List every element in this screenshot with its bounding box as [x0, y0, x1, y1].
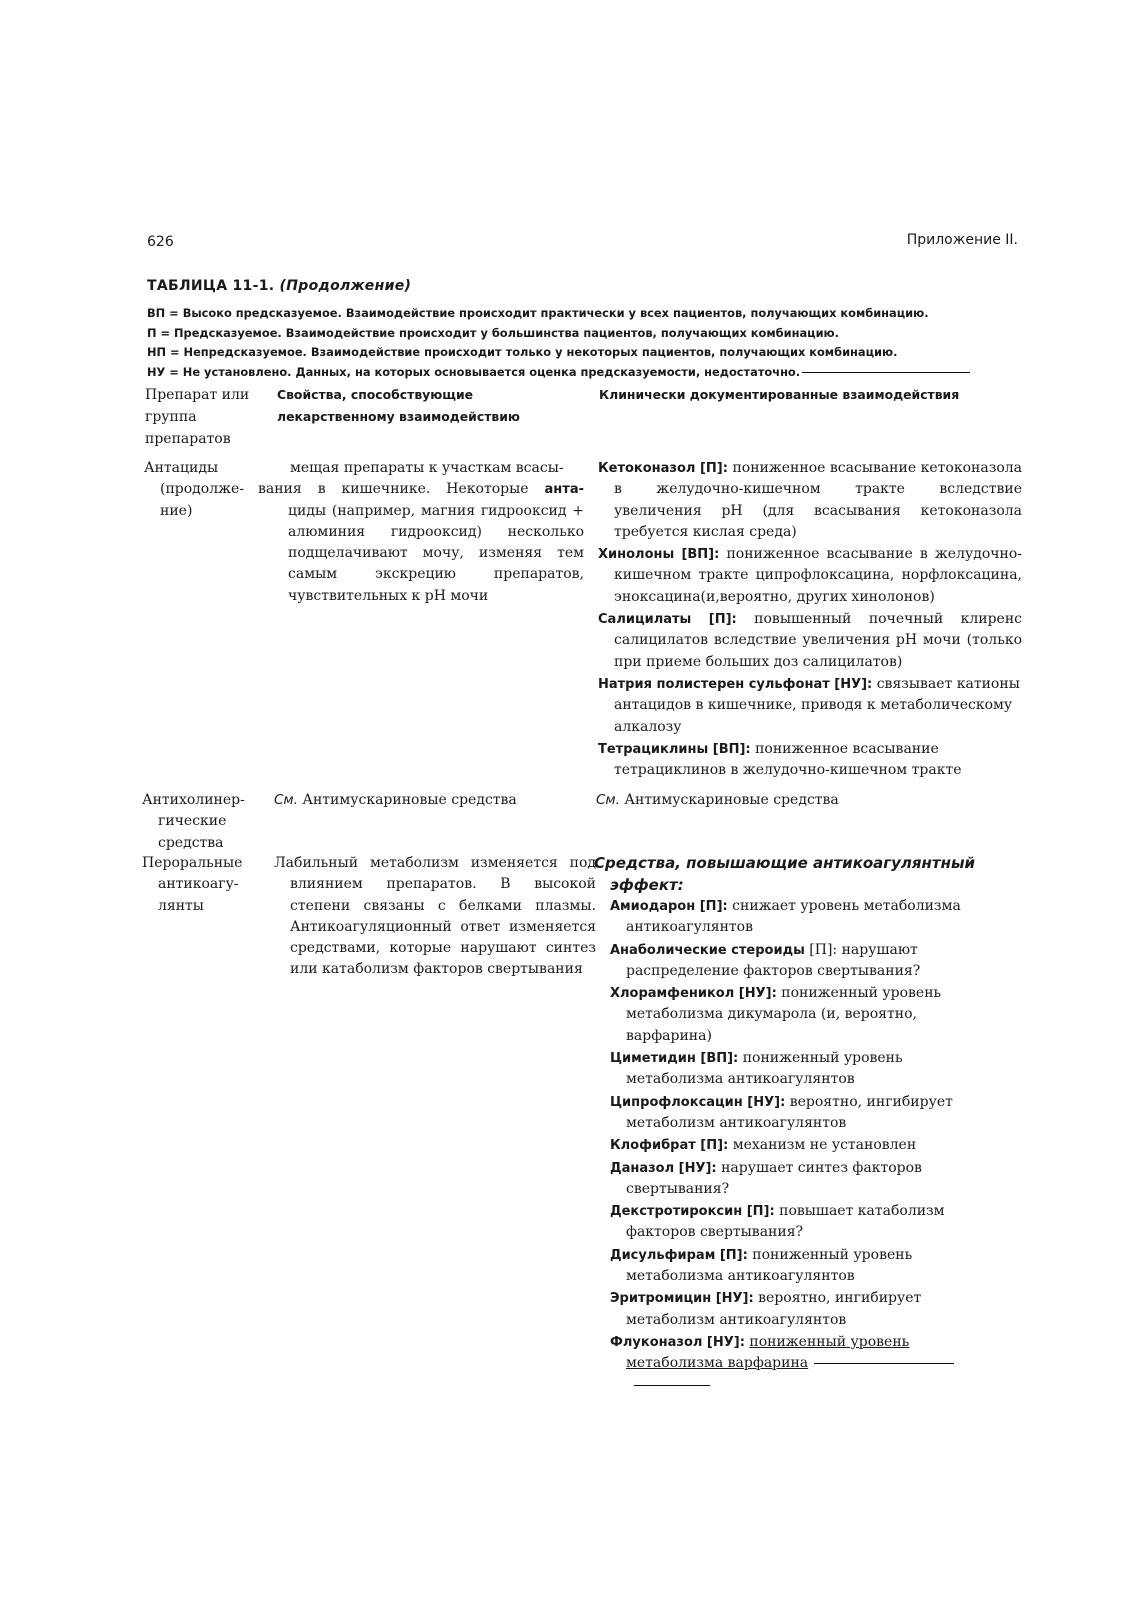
column-header-drug: Препарат или группа препаратов: [145, 387, 250, 447]
interaction-drug: Дисульфирам [П]:: [610, 1247, 748, 1263]
interaction-drug: Циметидин [ВП]:: [610, 1051, 739, 1067]
interaction-drug: Даназол [НУ]:: [610, 1160, 717, 1176]
interaction-text: повышает катаболизм факторов свертывания?: [626, 1203, 945, 1241]
interactions-anticoagulants: [594, 852, 1006, 1397]
interaction-text: [П]: нарушают распределение факторов свертывания?: [626, 941, 921, 979]
interaction-text: пониженный уровень метаболизма варфарина: [626, 1333, 910, 1372]
interaction-text: пониженное всасывание в желудочно-кишечном тракте ципрофлоксацина, норфлоксацина, эноксацина(и,вероятно, других хинолонов): [614, 546, 1023, 605]
properties-bold: анта-: [544, 482, 584, 498]
properties-line: мещая препараты к участкам всасы-: [290, 460, 564, 476]
interaction-drug: Тетрациклины [ВП]:: [598, 741, 751, 757]
properties-text: Антимускариновые средства: [302, 792, 517, 808]
interaction-entry: [610, 983, 990, 1047]
interaction-drug: Ципрофлоксацин [НУ]:: [610, 1094, 786, 1110]
interaction-entry: [610, 1135, 990, 1156]
properties-antacids: [258, 458, 584, 607]
table-title-label: ТАБЛИЦА 11-1.: [147, 278, 275, 294]
legend-rule: [802, 372, 970, 373]
properties-text: вания в кишечнике. Некоторые: [258, 481, 529, 498]
interaction-text: связывает катионы антацидов в кишечнике, приводя к метаболическому алкалозу: [614, 675, 1020, 735]
properties-anticoagulants: Лабильный метаболизм изменяется под влиянием препаратов. В высокой степени связаны с белками плазмы. Антикоагуляционный ответ изменяется средствами, которые нарушают синтез или катаболизм факторов свертывания: [274, 855, 596, 978]
legend-line-last: [147, 363, 970, 383]
interaction-drug: Анаболические стероиды: [610, 942, 805, 958]
see-label: См.: [596, 792, 620, 808]
column-header-interactions: Клинически документированные взаимодействия: [599, 387, 960, 402]
interaction-text: снижает уровень метаболизма антикоагулянтов: [626, 898, 961, 936]
interaction-drug: Хлорамфеникол [НУ]:: [610, 986, 777, 1002]
interactions-list: [594, 896, 990, 1396]
legend-line: ВП = Высоко предсказуемое. Взаимодействие происходит практически у всех пациентов, получающих комбинацию.: [147, 306, 929, 320]
interaction-text: вероятно, ингибирует метаболизм антикоагулянтов: [626, 1290, 922, 1328]
interaction-entry: [598, 544, 1022, 608]
interaction-drug: Амиодарон [П]:: [610, 899, 728, 914]
interaction-drug: Декстротироксин [П]:: [610, 1204, 775, 1220]
interaction-entry: [610, 1092, 990, 1135]
table-title: [147, 278, 411, 294]
interaction-entry: [598, 609, 1022, 673]
interaction-entry: [610, 1332, 990, 1396]
interaction-text: механизм не установлен: [732, 1137, 917, 1154]
interaction-drug: Клофибрат [П]:: [610, 1138, 729, 1154]
running-head: Приложение II.: [906, 232, 1018, 248]
interaction-drug: Кетоконазол [П]:: [598, 461, 728, 476]
interaction-drug: Натрия полистерен сульфонат [НУ]:: [598, 676, 873, 692]
drug-name-anticholinergic: Антихолинер-гические средства: [142, 792, 245, 851]
interaction-drug: Хинолоны [ВП]:: [598, 547, 720, 563]
drug-name-anticoagulants: Пероральные антикоагу-лянты: [142, 855, 243, 914]
interaction-text: пониженное всасывание тетрациклинов в желудочно-кишечном тракте: [614, 740, 962, 779]
interaction-entry: [610, 896, 990, 939]
interaction-entry: [610, 1158, 990, 1201]
interaction-entry: [610, 1288, 990, 1331]
table-end-rule: [634, 1385, 710, 1386]
interaction-text: пониженное всасывание кетоконазола в желудочно-кишечном тракте вследствие увеличения рН (для всасывания кетоконазола требуется кислая среда): [614, 460, 1022, 540]
interaction-text: повышенный почечный клиренс салицилатов вследствие увеличения рН мочи (только при приеме больших доз салицилатов): [614, 611, 1022, 670]
legend-line-text: НУ = Не установлено. Данных, на которых основывается оценка предсказуемости, недостаточно.: [147, 364, 801, 379]
interaction-entry: [598, 674, 1022, 738]
legend-line: П = Предсказуемое. Взаимодействие происходит у большинства пациентов, получающих комбинацию.: [147, 325, 839, 340]
interaction-drug: Салицилаты [П]:: [598, 612, 737, 628]
interaction-entry: [598, 739, 1022, 782]
group-heading: Средства, повышающие антикоагулянтный эффект:: [594, 854, 976, 894]
interaction-text: пониженный уровень метаболизма антикоагулянтов: [626, 1050, 903, 1088]
table-end-rule: [814, 1363, 954, 1364]
interaction-text: нарушает синтез факторов свертывания?: [626, 1159, 922, 1197]
drug-name-antacids: Антациды (продолже-ние): [144, 460, 245, 519]
properties-anticholinergic: [274, 790, 574, 811]
interaction-entry: [610, 1048, 990, 1091]
legend-line: НП = Непредсказуемое. Взаимодействие происходит только у некоторых пациентов, получающих комбинацию.: [147, 345, 898, 359]
column-header-properties: Свойства, способствующие лекарственному взаимодействию: [277, 387, 520, 424]
interaction-entry: [610, 940, 990, 983]
page-number: 626: [147, 234, 174, 250]
interaction-drug: Флуконазол [НУ]:: [610, 1334, 745, 1350]
interaction-entry: [610, 1201, 990, 1244]
interactions-text: Антимускариновые средства: [624, 792, 839, 808]
properties-text: циды (например, магния гидрооксид + алюминия гидрооксид) несколько подщелачивают мочу, изменяя тем самым экскрецию препаратов, чувствительных к рН мочи: [288, 502, 584, 604]
table-subtitle: (Продолжение): [279, 278, 412, 294]
interaction-entry: [598, 458, 1022, 543]
interactions-antacids: [598, 458, 1022, 782]
legend: [147, 304, 970, 382]
interaction-entry: [610, 1245, 990, 1288]
interaction-text: вероятно, ингибирует метаболизм антикоагулянтов: [626, 1093, 953, 1131]
properties-line: [258, 479, 584, 500]
interactions-anticholinergic: [596, 790, 1016, 811]
see-label: См.: [274, 792, 298, 808]
interaction-text: пониженный уровень метаболизма антикоагулянтов: [626, 1246, 913, 1285]
interaction-drug: Эритромицин [НУ]:: [610, 1291, 754, 1307]
interaction-text: пониженный уровень метаболизма дикумарола (и, вероятно, варфарина): [626, 985, 942, 1044]
